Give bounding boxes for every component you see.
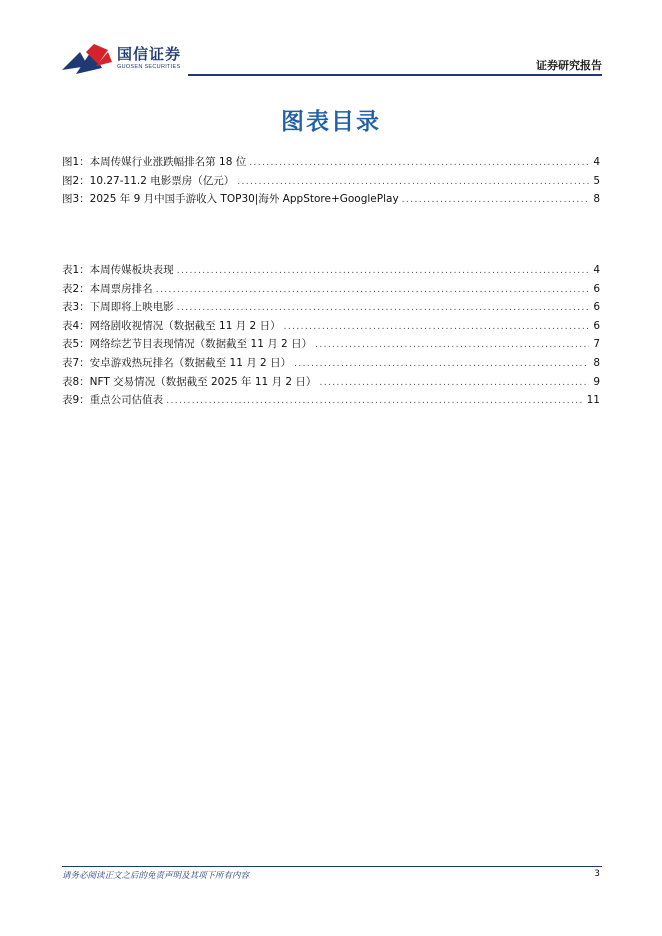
page-number: 3 xyxy=(594,869,600,879)
toc-entry-label: 图3：2025 年 9 月中国手游收入 TOP30|海外 AppStore+GooglePlay xyxy=(62,193,399,206)
toc-entry-figure-1[interactable] xyxy=(62,154,600,173)
toc-entry-page: 5 xyxy=(593,174,600,187)
toc-entry-table-3[interactable] xyxy=(62,299,600,318)
toc-entry-figure-3[interactable] xyxy=(62,191,600,210)
toc-entry-table-2[interactable] xyxy=(62,281,600,300)
toc-leader-dots xyxy=(319,378,589,388)
guosen-logo-icon xyxy=(62,44,114,78)
page-header xyxy=(62,44,602,78)
report-type-label: 证券研究报告 xyxy=(536,59,602,72)
toc-entry-table-8[interactable] xyxy=(62,374,600,393)
toc-entry-label: 表2：本周票房排名 xyxy=(62,282,153,295)
figure-list xyxy=(62,154,600,210)
toc-entry-page: 6 xyxy=(593,301,600,314)
toc-entry-label: 表7：安卓游戏热玩排名（数据截至 11 月 2 日） xyxy=(62,356,292,369)
toc-entry-table-7[interactable] xyxy=(62,355,600,374)
toc-leader-dots xyxy=(249,158,589,168)
toc-entry-page: 11 xyxy=(586,394,600,407)
header-divider xyxy=(188,74,602,76)
logo-english-name: GUOSEN SECURITIES xyxy=(117,64,181,70)
toc-leader-dots xyxy=(315,340,589,350)
toc-entry-figure-2[interactable] xyxy=(62,173,600,192)
toc-entry-label: 表1：本周传媒板块表现 xyxy=(62,264,174,276)
toc-entry-page: 4 xyxy=(593,156,600,168)
toc-entry-table-4[interactable] xyxy=(62,318,600,337)
toc-entry-label: 表3：下周即将上映电影 xyxy=(62,301,174,314)
toc-entry-label: 表5：网络综艺节目表现情况（数据截至 11 月 2 日） xyxy=(62,338,313,351)
toc-entry-label: 表4：网络剧收视情况（数据截至 11 月 2 日） xyxy=(62,319,281,332)
page-title: 图表目录 xyxy=(281,109,381,135)
toc-entry-page: 8 xyxy=(593,193,600,206)
toc-entry-label: 表8：NFT 交易情况（数据截至 2025 年 11 月 2 日） xyxy=(62,375,317,388)
toc-entry-page: 4 xyxy=(593,264,600,276)
toc-entry-label: 表9：重点公司估值表 xyxy=(62,394,164,407)
toc-leader-dots xyxy=(237,177,589,187)
table-list xyxy=(62,262,600,411)
toc-entry-table-9[interactable] xyxy=(62,392,600,411)
toc-entry-page: 6 xyxy=(593,282,600,295)
toc-leader-dots xyxy=(402,195,589,205)
toc-leader-dots xyxy=(156,285,589,295)
toc-entry-label: 图2：10.27-11.2 电影票房（亿元） xyxy=(62,174,235,187)
guosen-logo xyxy=(62,44,181,78)
toc-entry-page: 6 xyxy=(593,319,600,332)
toc-entry-table-1[interactable] xyxy=(62,262,600,281)
toc-leader-dots xyxy=(166,396,583,406)
toc-entry-label: 图1：本周传媒行业涨跌幅排名第 18 位 xyxy=(62,156,247,168)
footer-divider xyxy=(62,866,602,867)
toc-entry-page: 7 xyxy=(593,338,600,351)
logo-chinese-name: 国信证券 xyxy=(117,45,182,63)
toc-leader-dots xyxy=(284,322,589,332)
footer-disclaimer: 请务必阅读正文之后的免责声明及其项下所有内容 xyxy=(62,871,250,881)
toc-entry-page: 9 xyxy=(593,375,600,388)
toc-leader-dots xyxy=(177,303,589,313)
toc-leader-dots xyxy=(294,359,589,369)
toc-entry-table-5[interactable] xyxy=(62,336,600,355)
toc-entry-page: 8 xyxy=(593,356,600,369)
toc-leader-dots xyxy=(177,266,589,276)
